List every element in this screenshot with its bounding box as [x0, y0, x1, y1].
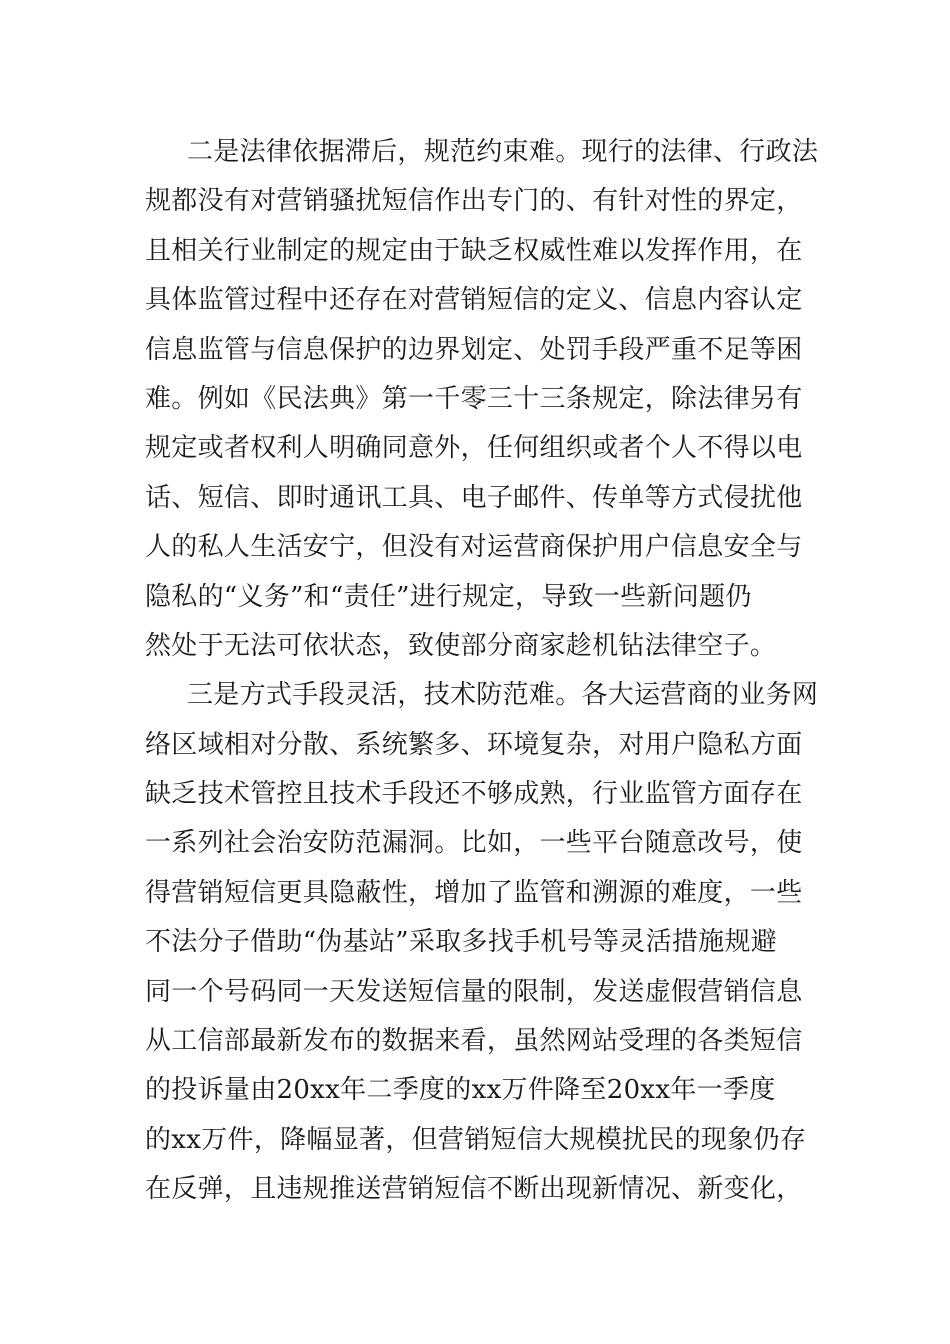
paragraph-3-line-9: 的投诉量由20xx年二季度的xx万件降至20xx年一季度 [145, 1075, 776, 1106]
paragraph-3-line-10: 的xx万件，降幅显著，但营销短信大规模扰民的现象仍存 [145, 1124, 807, 1155]
paragraph-2-line-1: 二是法律依据滞后，规范约束难。现行的法律、行政法 [187, 137, 819, 167]
paragraph-2-line-9: 人的私人生活安宁，但没有对运营商保护用户信息安全与 [145, 532, 803, 563]
paragraph-2-line-5: 信息监管与信息保护的边界划定、处罚手段严重不足等困 [145, 334, 803, 365]
paragraph-2-line-3: 且相关行业制定的规定由于缺乏权威性难以发挥作用，在 [145, 235, 803, 266]
paragraph-3-line-1: 三是方式手段灵活，技术防范难。各大运营商的业务网 [187, 680, 819, 711]
paragraph-2-line-10: 隐私的“义务”和“责任”进行规定，导致一些新问题仍 [145, 581, 752, 612]
paragraph-3-line-11: 在反弹，且违规推送营销短信不断出现新情况、新变化， [145, 1174, 803, 1205]
paragraph-3-line-7: 同一个号码同一天发送短信量的限制，发送虚假营销信息 [145, 976, 803, 1007]
paragraph-2-line-8: 话、短信、即时通讯工具、电子邮件、传单等方式侵扰他 [145, 482, 803, 513]
paragraph-3-line-3: 缺乏技术管控且技术手段还不够成熟，行业监管方面存在 [145, 779, 803, 810]
paragraph-2-line-7: 规定或者权利人明确同意外，任何组织或者个人不得以电 [145, 433, 803, 464]
paragraph-2-line-11: 然处于无法可依状态，致使部分商家趁机钻法律空子。 [145, 630, 777, 661]
body-text [145, 128, 819, 1215]
paragraph-3-line-2: 络区域相对分散、系统繁多、环境复杂，对用户隐私方面 [145, 729, 803, 760]
paragraph-2-line-6: 难。例如《民法典》第一千零三十三条规定，除法律另有 [145, 383, 803, 414]
paragraph-2-line-2: 规都没有对营销骚扰短信作出专门的、有针对性的界定， [145, 186, 803, 217]
paragraph-2-line-4: 具体监管过程中还存在对营销短信的定义、信息内容认定 [145, 285, 803, 316]
paragraph-3-line-6: 不法分子借助“伪基站”采取多找手机号等灵活措施规避 [145, 927, 778, 958]
paragraph-3-line-4: 一系列社会治安防范漏洞。比如，一些平台随意改号，使 [145, 828, 803, 859]
paragraph-3-line-8: 从工信部最新发布的数据来看，虽然网站受理的各类短信 [145, 1026, 803, 1057]
paragraph-3-line-5: 得营销短信更具隐蔽性，增加了监管和溯源的难度，一些 [145, 877, 803, 908]
